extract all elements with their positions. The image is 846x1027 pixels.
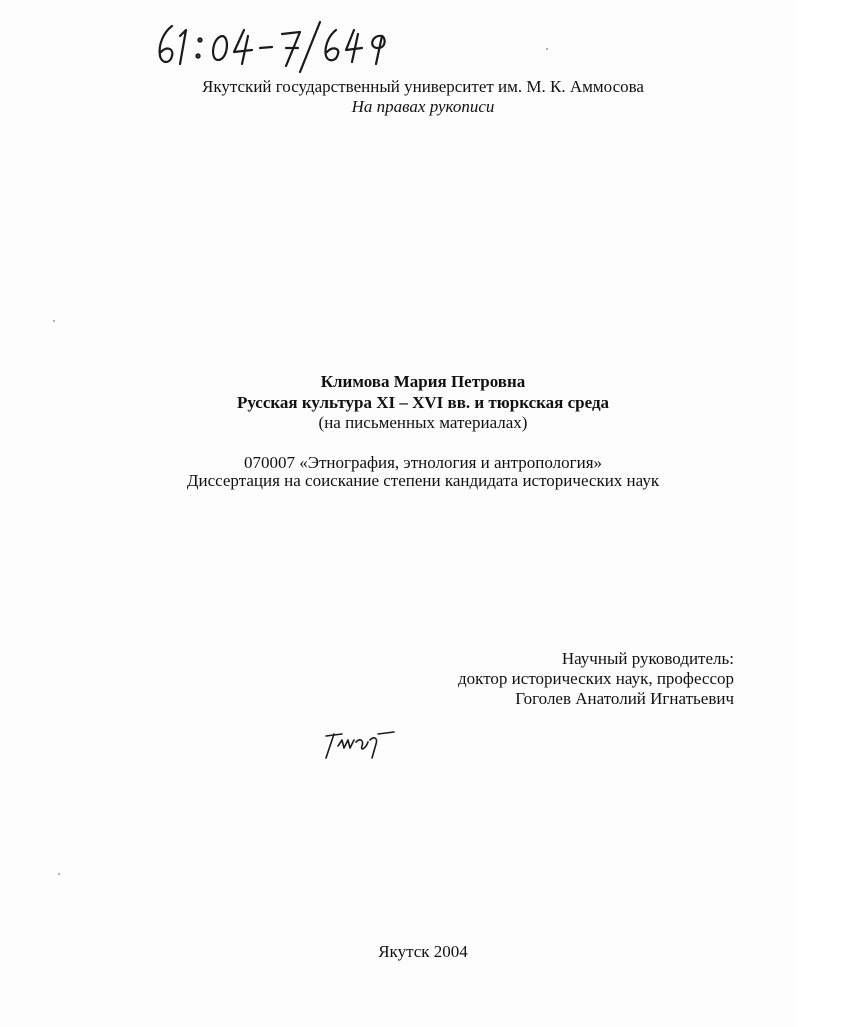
university-name: Якутский государственный университет им. М. К. Аммосова <box>202 77 644 96</box>
scan-speck <box>546 48 548 50</box>
archive-number-text: 61:04-7/649 <box>150 4 155 5</box>
dissertation-title: Русская культура XI – XVI вв. и тюркская среда <box>236 393 610 412</box>
place-and-year: Якутск 2004 <box>378 942 468 961</box>
supervisor-credentials: доктор исторических наук, профессор <box>458 669 734 688</box>
dissertation-subtitle: (на письменных материалах) <box>318 413 528 432</box>
signature <box>320 722 400 762</box>
scan-speck <box>53 320 55 322</box>
specialty-code: 070007 «Этнография, этнология и антропология» <box>243 453 603 472</box>
degree-statement: Диссертация на соискание степени кандидата исторических наук <box>186 471 660 490</box>
supervisor-label: Научный руководитель: <box>561 649 734 668</box>
scan-speck <box>58 873 60 875</box>
handwritten-archive-number <box>150 4 420 76</box>
author-name: Климова Мария Петровна <box>320 372 526 391</box>
manuscript-rights-label: На правах рукописи <box>351 97 495 116</box>
supervisor-name: Гоголев Анатолий Игнатьевич <box>515 689 734 708</box>
